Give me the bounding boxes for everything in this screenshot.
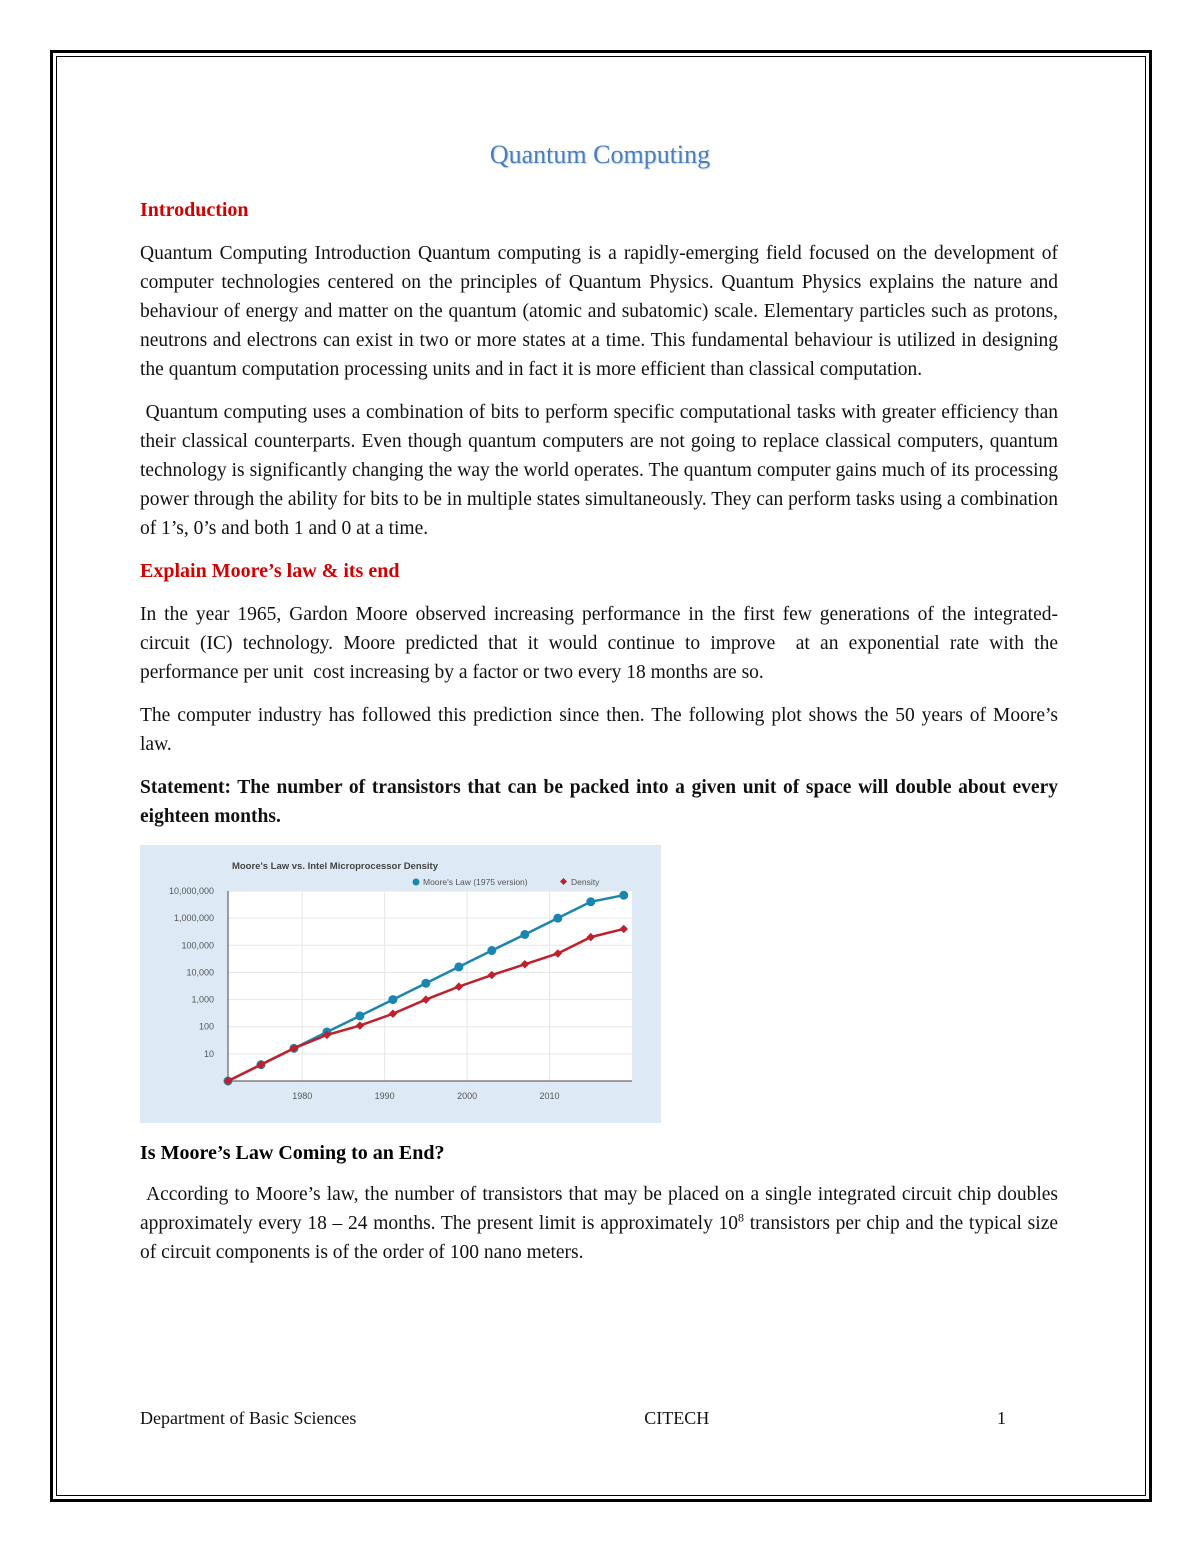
intro-heading: Introduction xyxy=(140,199,249,221)
intro-paragraph-2: Quantum computing uses a combination of bits to perform specific computational tasks with greater efficiency than their classical counterparts. Even though quantum computers are not going to replace classical computers, quantum technology is significantly changing the way the world operates. The quantum computer gains much of its processing power through the ability for bits to be in multiple states simultaneously. They can perform tasks using a combination of 1’s, 0’s and both 1 and 0 at a time. xyxy=(140,402,1063,539)
page-footer xyxy=(140,1408,1006,1429)
x-tick-label: 1990 xyxy=(374,1091,395,1101)
end-paragraph-text-1: According to Moore’s law, the number of transistors that may be placed on a single integrated circuit chip doubles approximately every 18 – 24 months. The present limit is approximately 10 xyxy=(140,1184,1063,1234)
legend-marker-moore xyxy=(413,879,420,886)
footer-institution: CITECH xyxy=(644,1408,710,1428)
y-tick-label: 10 xyxy=(203,1048,214,1059)
data-point-moore xyxy=(454,962,463,971)
moore-paragraph-1: In the year 1965, Gardon Moore observed increasing performance in the first few generations of the integrated- circuit (IC) technology. Moore predicted that it would continue to improve at an exponential rate with the performance per unit cost increasing by a factor or two every 18 months are so. xyxy=(140,604,1063,683)
y-tick-label: 100 xyxy=(198,1021,214,1032)
x-tick-label: 1980 xyxy=(292,1091,313,1101)
y-tick-label: 1,000 xyxy=(191,994,214,1005)
chart-svg xyxy=(140,845,661,1123)
footer-department: Department of Basic Sciences xyxy=(140,1408,357,1428)
legend-label-moore: Moore's Law (1975 version) xyxy=(423,877,528,887)
plot-area xyxy=(228,891,632,1081)
moore-heading: Explain Moore’s law & its end xyxy=(140,560,400,582)
y-tick-label: 10,000 xyxy=(186,967,214,978)
data-point-moore xyxy=(388,995,397,1004)
y-tick-label: 1,000,000 xyxy=(173,913,214,924)
x-tick-label: 2000 xyxy=(457,1091,478,1101)
document-title: Quantum Computing xyxy=(489,140,711,169)
footer-page-number: 1 xyxy=(996,1408,1006,1428)
data-point-moore xyxy=(421,979,430,988)
moore-statement: Statement: The number of transistors that can be packed into a given unit of space will double about every eighteen months. xyxy=(140,777,1058,827)
y-tick-label: 100,000 xyxy=(181,940,214,951)
legend-marker-density xyxy=(560,878,567,885)
legend-label-density: Density xyxy=(571,877,600,887)
end-paragraph xyxy=(140,1180,1063,1267)
data-point-moore xyxy=(553,914,562,923)
end-paragraph-text-2: transistors per chip and the typical size of circuit components is of the order of 100 nano meters. xyxy=(140,1213,1063,1263)
data-point-moore xyxy=(586,897,595,906)
x-tick-label: 2010 xyxy=(539,1091,560,1101)
data-point-moore xyxy=(487,946,496,955)
document-body xyxy=(140,196,1063,1281)
end-paragraph-exponent: 8 xyxy=(738,1210,745,1225)
moore-paragraph-2: The computer industry has followed this prediction since then. The following plot shows the 50 years of Moore’s law. xyxy=(140,705,1058,755)
data-point-moore xyxy=(619,891,628,900)
data-point-moore xyxy=(520,930,529,939)
moores-law-chart xyxy=(140,845,661,1123)
data-point-moore xyxy=(355,1011,364,1020)
intro-paragraph-1: Quantum Computing Introduction Quantum computing is a rapidly-emerging field focused on the development of computer technologies centered on the principles of Quantum Physics. Quantum Physics explains the nature and behaviour of energy and matter on the quantum (atomic and subatomic) scale. Elementary particles such as protons, neutrons and electrons can exist in two or more states at a time. This fundamental behaviour is utilized in designing the quantum computation processing units and in fact it is more efficient than classical computation. xyxy=(140,243,1058,380)
chart-title: Moore's Law vs. Intel Microprocessor Density xyxy=(231,861,439,872)
y-tick-label: 10,000,000 xyxy=(168,886,214,896)
end-heading: Is Moore’s Law Coming to an End? xyxy=(140,1142,445,1164)
